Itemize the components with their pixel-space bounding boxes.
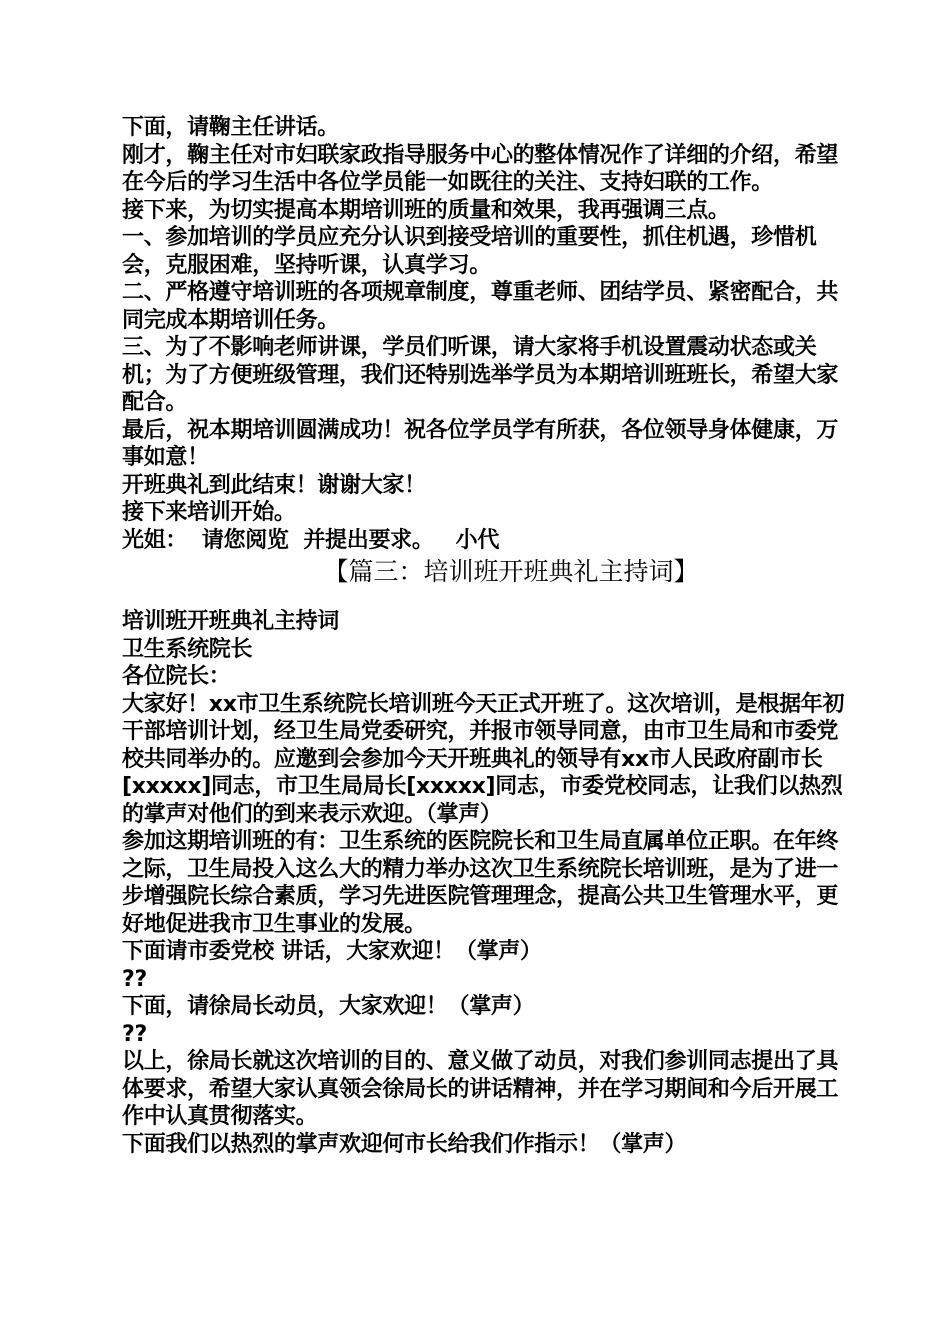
paragraph: 培训班开班典礼主持词: [122, 609, 340, 634]
paragraph: 各位院长：: [122, 664, 231, 689]
paragraph: 卫生系统院长: [122, 636, 253, 662]
paragraph: 光姐： 请您阅览 并提出要求。 小代: [122, 527, 500, 553]
section-heading: 【篇三：培训班开班典礼主持词】: [323, 557, 699, 586]
paragraph: [xxxxx]同志，市卫生局局长[xxxxx]同志，市委党校同志，让我们以热烈的掌声对他们的到来表示欢迎。（掌声）: [122, 774, 843, 827]
paragraph: 以上，徐局长就这次培训的目的、意义做了动员，对我们参训同志提出了具体要求，希望大家认真领会徐局长的讲话精神，并在学习期间和今后开展工作中认真贯彻落实。: [122, 1049, 839, 1129]
paragraph: 接下来培训开始。: [122, 500, 296, 525]
paragraph: 一、参加培训的学员应充分认识到接受培训的重要性，抓住机遇，珍惜机会，克服困难，坚持听课，认真学习。: [122, 225, 817, 278]
paragraph: 下面，请鞠主任讲话。: [122, 115, 340, 140]
paragraph: 刚才，鞠主任对市妇联家政指导服务中心的整体情况作了详细的介绍，希望在今后的学习生活中各位学员能一如既往的关注、支持妇联的工作。: [122, 142, 839, 195]
paragraph: 最后，祝本期培训圆满成功！祝各位学员学有所获，各位领导身体健康，万事如意！: [122, 417, 839, 470]
document-page: [116, 114, 846, 1158]
paragraph: 大家好！xx市卫生系统院长培训班今天正式开班了。这次培训，是根据年初干部培训计划，经卫生局党委研究，并报市领导同意，由市卫生局和市委党校共同举办的。应邀到会参加今天开班典礼的领导有xx市人民政府副市长: [122, 691, 845, 772]
paragraph: ??: [122, 1021, 147, 1047]
paragraph: 下面，请徐局长动员，大家欢迎！（掌声）: [122, 994, 535, 1019]
paragraph: 开班典礼到此结束！谢谢大家！: [122, 472, 426, 498]
paragraph: 三、为了不影响老师讲课，学员们听课，请大家将手机设置震动状态或关机；为了方便班级管理，我们还特别选举学员为本期培训班班长，希望大家配合。: [122, 335, 839, 415]
paragraph: 二、严格遵守培训班的各项规章制度，尊重老师、团结学员、紧密配合，共同完成本期培训任务。: [122, 280, 839, 333]
paragraph: 参加这期培训班的有：卫生系统的医院院长和卫生局直属单位正职。在年终之际，卫生局投入这么大的精力举办这次卫生系统院长培训班，是为了进一步增强院长综合素质，学习先进医院管理理念，提高公共卫生管理水平，更好地促进我市卫生事业的发展。: [122, 829, 839, 937]
paragraph: 下面我们以热烈的掌声欢迎何市长给我们作指示！（掌声）: [122, 1131, 687, 1157]
paragraph: ??: [122, 966, 147, 992]
paragraph: 接下来，为切实提高本期培训班的质量和效果，我再强调三点。: [122, 197, 730, 223]
paragraph: 下面请市委党校 讲话，大家欢迎！（掌声）: [122, 939, 542, 964]
